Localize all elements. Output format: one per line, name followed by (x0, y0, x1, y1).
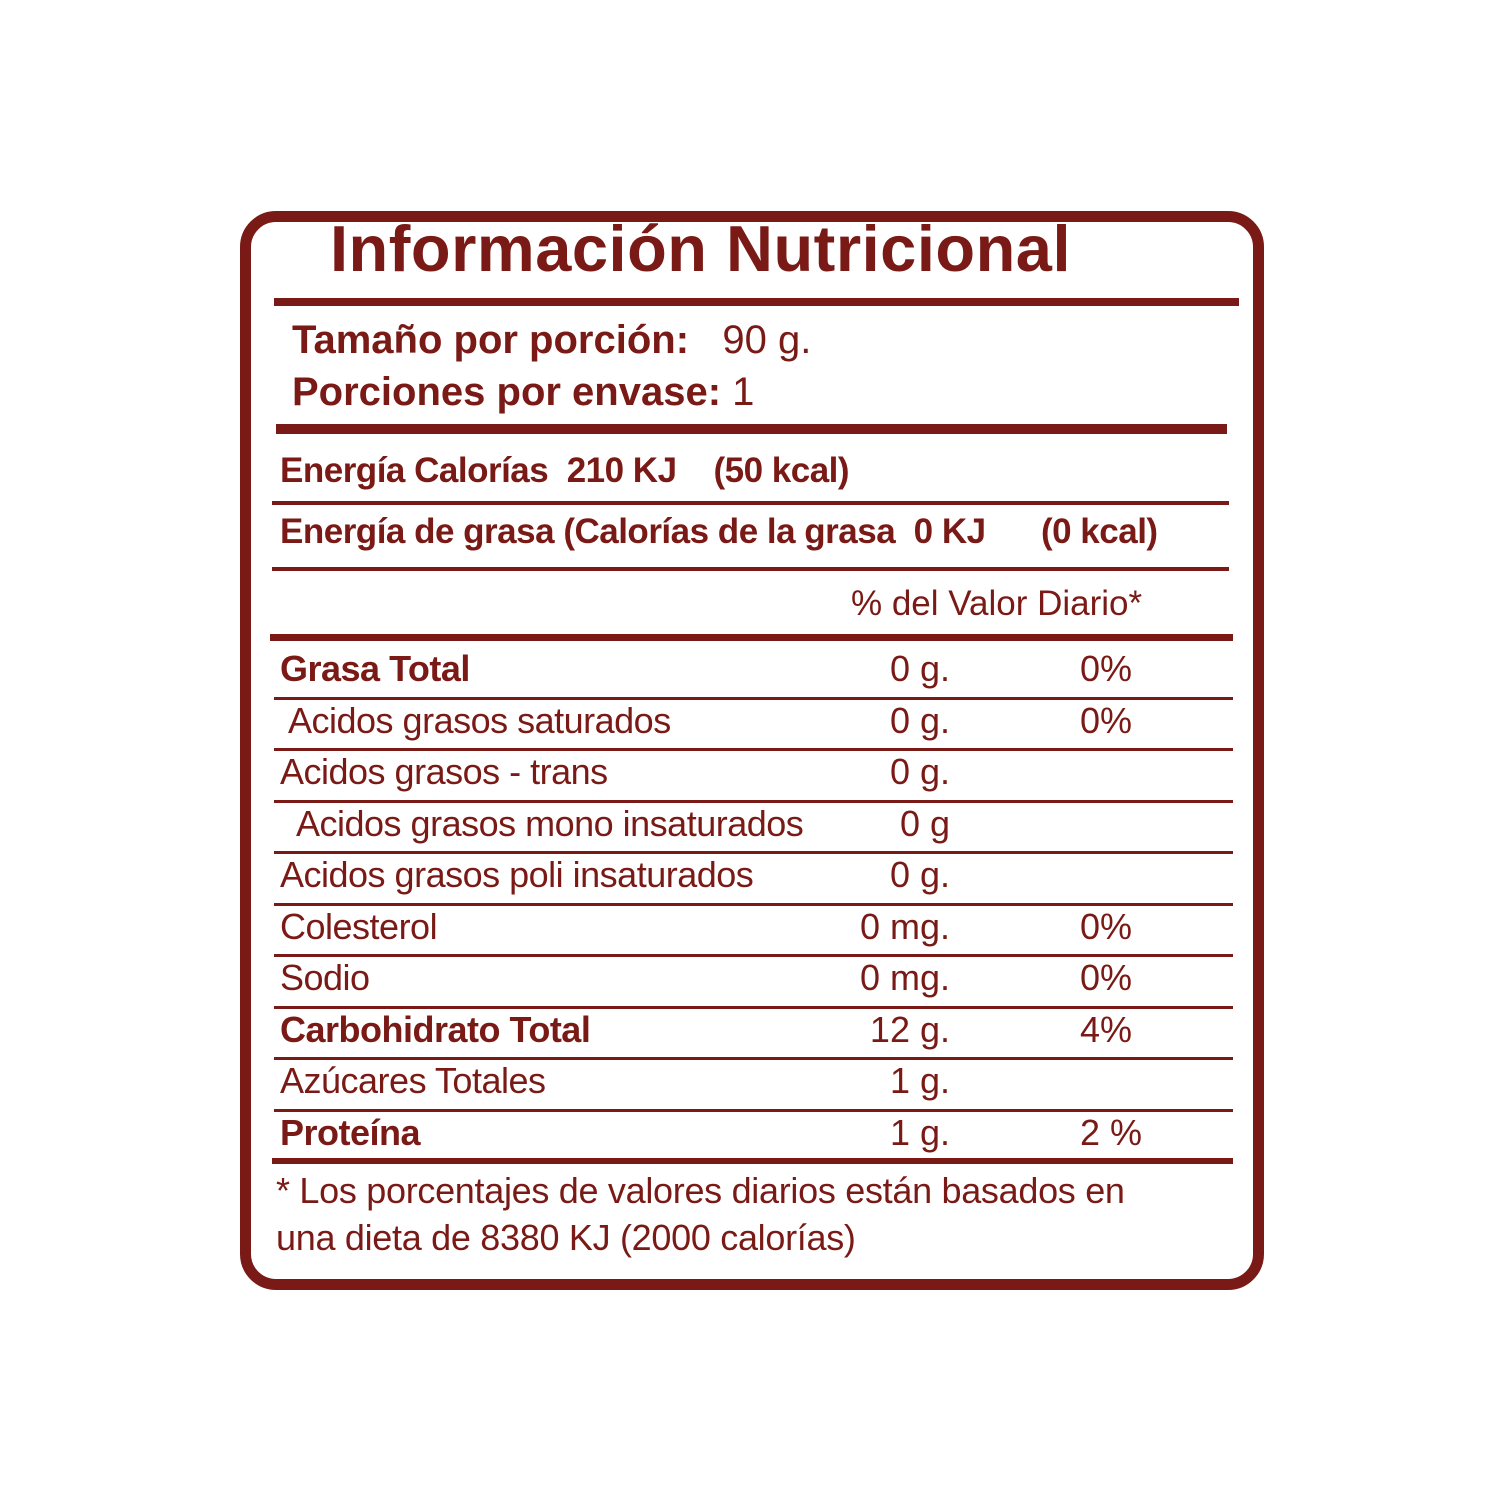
servings-per-container-label: Porciones por envase: (292, 370, 722, 414)
servings-per-container-value: 1 (732, 370, 755, 414)
serving-size-label: Tamaño por porción: (292, 318, 690, 362)
table-row-amount: 12 g. (869, 1009, 950, 1050)
table-row-percent: 0% (1080, 648, 1133, 689)
table-row-amount: 0 mg. (859, 957, 950, 998)
table-row-amount: 0 g. (889, 648, 950, 689)
table-row-name: Carbohidrato Total (280, 1009, 591, 1050)
table-row-name: Proteína (280, 1112, 421, 1153)
table-row-amount: 0 mg. (859, 906, 950, 947)
energy-label: Energía Calorías (280, 451, 549, 490)
footnote-line-1: * Los porcentajes de valores diarios están basados en (276, 1170, 1125, 1211)
table-row-amount: 0 g (899, 803, 950, 844)
table-row-percent: 0% (1080, 700, 1133, 741)
fat-energy-detail: (Calorías de la grasa (563, 512, 896, 551)
fat-energy-row (280, 514, 1158, 549)
energy-divider (272, 501, 1229, 505)
serving-size-value: 90 g. (722, 318, 812, 362)
servings-per-container (292, 372, 754, 412)
title-divider (274, 298, 1239, 306)
label-title: Información Nutricional (330, 212, 1072, 285)
serving-divider (276, 424, 1227, 434)
table-row-amount: 1 g. (889, 1112, 950, 1153)
fat-energy-kj: 0 KJ (913, 512, 986, 551)
energy-row (280, 453, 849, 488)
table-row-percent: 4% (1080, 1009, 1133, 1050)
energy-kcal: (50 kcal) (713, 451, 850, 490)
header-divider (270, 634, 1233, 641)
table-row-amount: 0 g. (889, 751, 950, 792)
footnote-line-2: una dieta de 8380 KJ (2000 calorías) (276, 1217, 856, 1258)
table-row-name: Acidos grasos mono insaturados (296, 803, 804, 844)
table-row-name: Colesterol (280, 906, 438, 947)
table-row-name: Sodio (280, 957, 370, 998)
table-row-amount: 0 g. (889, 700, 950, 741)
table-bottom-divider (272, 1158, 1233, 1164)
table-row-name: Acidos grasos - trans (280, 751, 608, 792)
table-row-amount: 0 g. (889, 854, 950, 895)
table-row-name: Acidos grasos saturados (288, 700, 671, 741)
fat-energy-kcal: (0 kcal) (1040, 512, 1158, 551)
table-row-name: Azúcares Totales (280, 1060, 546, 1101)
table-row-percent: 2 % (1080, 1112, 1143, 1153)
table-row-amount: 1 g. (889, 1060, 950, 1101)
energy-kj: 210 KJ (566, 451, 677, 490)
fat-energy-divider (272, 567, 1229, 571)
table-row-name: Grasa Total (280, 648, 470, 689)
table-row-percent: 0% (1080, 906, 1133, 947)
fat-energy-label: Energía de grasa (280, 512, 555, 551)
daily-value-header: % del Valor Diario* (851, 584, 1143, 623)
table-row-name: Acidos grasos poli insaturados (280, 854, 754, 895)
serving-size (292, 320, 811, 360)
table-row-percent: 0% (1080, 957, 1133, 998)
